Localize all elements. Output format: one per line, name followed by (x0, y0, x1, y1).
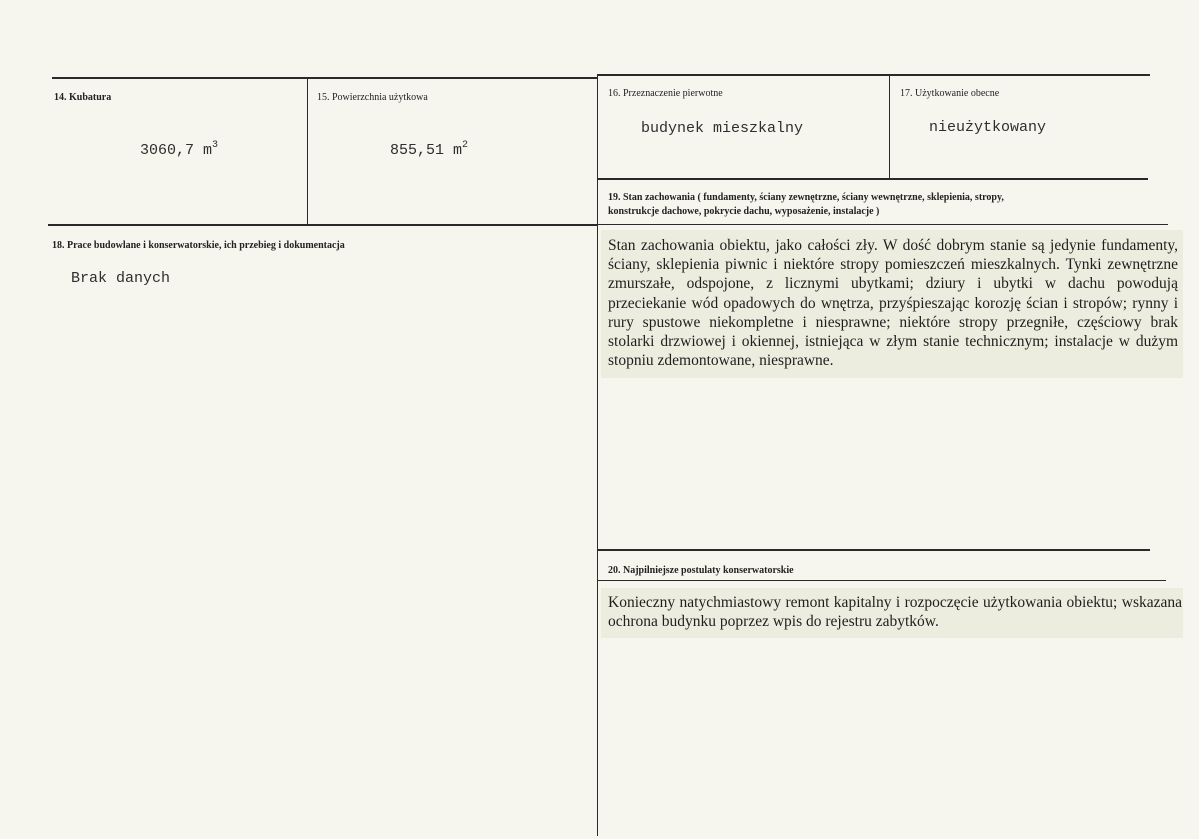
area-exponent: 2 (462, 140, 469, 151)
top-rule-left (52, 77, 598, 79)
field-20-value: Konieczny natychmiastowy remont kapitalny i rozpoczęcie użytkowania obiektu; wskazana ochrona budynku poprzez wpis do rejestru zabytków. (608, 594, 1182, 631)
rule-under-14-15 (48, 224, 598, 226)
area-value: 855,51 m (390, 142, 463, 159)
field-19-value: Stan zachowania obiektu, jako całości zły. W dość dobrym stanie są jedynie fundamenty, ściany, sklepienia piwnic i niektóre stropy pomieszczeń mieszkalnych. Tynki zewnętrzne zmurszałe, odspojone, z licznymi ubytkami; dziury i ubytki w dachu powodują przeciekanie wód opadowych do wnętrza, przyśpieszając korozję ścian i stropów; rynny i rury spustowe niekompletne i niesprawne; niektóre stropy przegniłe, częściowy brak stolarki drzwiowej i okiennej, istniejąca w złym stanie technicznym; instalacje w dużym stopniu zdemontowane, niesprawne. (608, 237, 1178, 370)
rule-under-16-17 (598, 178, 1148, 180)
field-20-label: 20. Najpilniejsze postulaty konserwatorskie (608, 565, 794, 576)
field-19-label-line2: konstrukcje dachowe, pokrycie dachu, wyposażenie, instalacje ) (608, 206, 880, 217)
divider-16-17 (889, 76, 890, 178)
field-14-value (140, 140, 218, 159)
field-18-label: 18. Prace budowlane i konserwatorskie, ich przebieg i dokumentacja (52, 240, 345, 251)
top-rule-right (598, 74, 1150, 76)
rule-above-20 (598, 549, 1150, 551)
field-18-value: Brak danych (71, 270, 171, 287)
center-divider (597, 74, 598, 836)
field-15-value (390, 140, 468, 159)
cubature-exponent: 3 (212, 140, 219, 151)
field-16-label: 16. Przeznaczenie pierwotne (608, 88, 723, 99)
field-19-label-line1: 19. Stan zachowania ( fundamenty, ściany zewnętrzne, ściany wewnętrzne, sklepienia, stropy, (608, 192, 1004, 203)
field-15-label: 15. Powierzchnia użytkowa (317, 92, 428, 103)
field-16-value: budynek mieszkalny (641, 120, 804, 137)
rule-under-19-label (598, 224, 1168, 225)
cubature-value: 3060,7 m (140, 142, 213, 159)
field-14-label: 14. Kubatura (54, 92, 112, 103)
divider-14-15 (307, 79, 308, 224)
field-17-value: nieużytkowany (929, 119, 1047, 136)
rule-under-20-label (598, 580, 1166, 581)
field-17-label: 17. Użytkowanie obecne (900, 88, 1000, 99)
field-19-label (608, 191, 1168, 219)
